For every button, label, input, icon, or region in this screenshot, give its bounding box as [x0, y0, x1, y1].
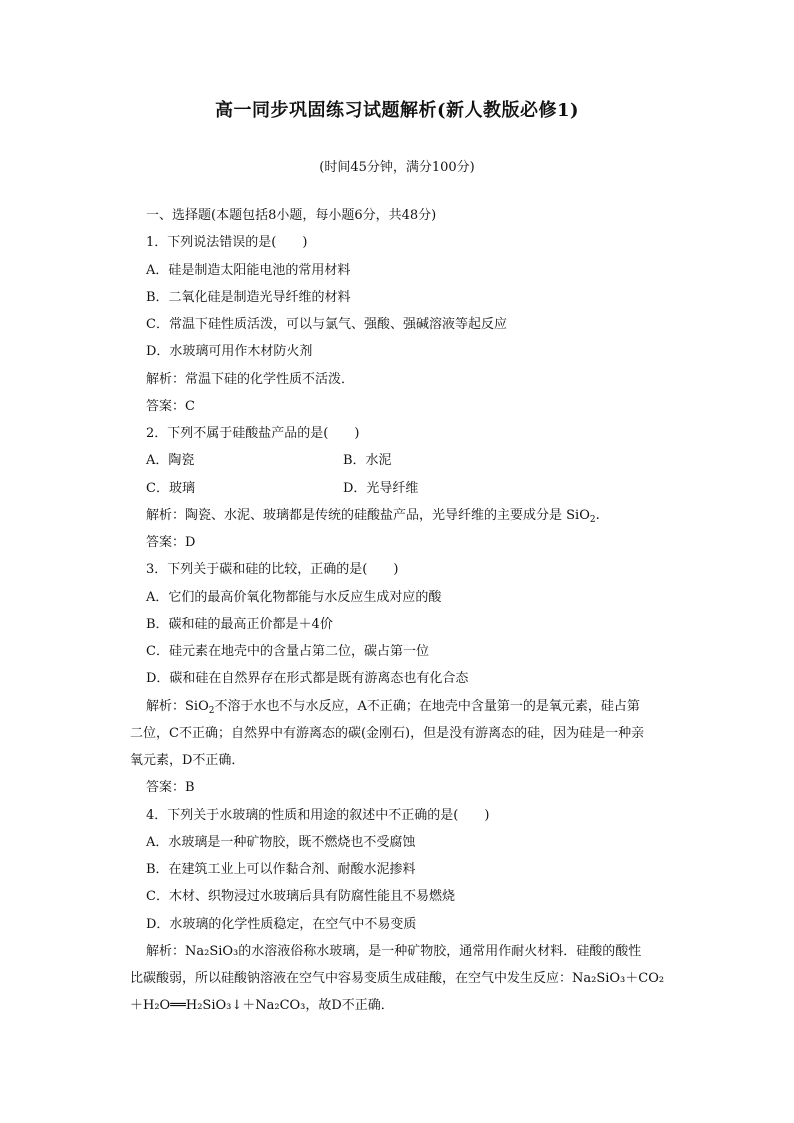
- q3-stem: 3．下列关于碳和硅的比较，正确的是( ): [146, 562, 399, 577]
- q3-option-a: A．它们的最高价氧化物都能与水反应生成对应的酸: [146, 590, 442, 605]
- q3-option-d: D．碳和硅在自然界存在形式都是既有游离态也有化合态: [146, 671, 469, 686]
- q2-stem: 2．下列不属于硅酸盐产品的是( ): [146, 426, 360, 441]
- q4-option-b: B．在建筑工业上可以作黏合剂、耐酸水泥掺料: [146, 862, 416, 877]
- q3-analysis-line1: [146, 698, 640, 716]
- q3-analysis-subscript: 2: [208, 706, 215, 716]
- q2-analysis-text: 解析：陶瓷、水泥、玻璃都是传统的硅酸盐产品，光导纤维的主要成分是 SiO: [146, 508, 590, 523]
- q4-analysis-line3: ＋H₂O══H₂SiO₃↓＋Na₂CO₃，故D不正确．: [130, 998, 394, 1013]
- q2-option-c: C．玻璃: [146, 481, 195, 496]
- q4-option-c: C．木材、织物浸过水玻璃后具有防腐性能且不易燃烧: [146, 889, 455, 904]
- q2-analysis: [146, 507, 600, 525]
- q2-answer: 答案：D: [146, 535, 196, 550]
- q1-option-c: C．常温下硅性质活泼，可以与氯气、强酸、强碱溶液等起反应: [146, 317, 507, 332]
- q4-option-a: A．水玻璃是一种矿物胶，既不燃烧也不受腐蚀: [146, 835, 416, 850]
- q1-answer: 答案：C: [146, 399, 195, 414]
- section-heading: 一、选择题(本题包括8小题，每小题6分，共48分): [146, 208, 437, 223]
- q2-option-a: A．陶瓷: [146, 453, 195, 468]
- q4-stem: 4．下列关于水玻璃的性质和用途的叙述中不正确的是( ): [146, 808, 490, 823]
- document-title: 高一同步巩固练习试题解析(新人教版必修1): [214, 100, 580, 121]
- q1-option-b: B．二氧化硅是制造光导纤维的材料: [146, 290, 351, 305]
- q2-option-d: D．光导纤维: [343, 481, 419, 496]
- q1-option-a: A．硅是制造太阳能电池的常用材料: [146, 263, 351, 278]
- q1-analysis: 解析：常温下硅的化学性质不活泼．: [146, 372, 355, 387]
- q3-analysis-rest: 不溶于水也不与水反应，A不正确；在地壳中含量第一的是氧元素，硅占第: [214, 699, 640, 714]
- time-score-note: (时间45分钟，满分100分): [319, 160, 475, 175]
- q4-analysis-line1: 解析：Na₂SiO₃的水溶液俗称水玻璃，是一种矿物胶，通常用作耐火材料．硅酸的酸性: [146, 944, 642, 959]
- q3-option-c: C．硅元素在地壳中的含量占第二位，碳占第一位: [146, 644, 429, 659]
- q3-option-b: B．碳和硅的最高正价都是＋4价: [146, 617, 333, 632]
- q2-analysis-end: .: [595, 508, 600, 523]
- q3-answer: 答案：B: [146, 780, 195, 795]
- q4-option-d: D．水玻璃的化学性质稳定，在空气中不易变质: [146, 917, 417, 932]
- q1-stem: 1．下列说法错误的是( ): [146, 235, 308, 250]
- q4-analysis-line2: 比碳酸弱，所以硅酸钠溶液在空气中容易变质生成硅酸，在空气中发生反应：Na₂SiO₃＋CO₂: [130, 971, 665, 986]
- q1-option-d: D．水玻璃可用作木材防火剂: [146, 344, 313, 359]
- q2-option-b: B．水泥: [343, 453, 392, 468]
- q3-analysis-line2: 二位，C不正确；自然界中有游离态的碳(金刚石)，但是没有游离态的硅，因为硅是一种亲: [130, 726, 645, 741]
- q2-analysis-subscript: 2: [589, 515, 596, 525]
- q3-analysis-text: 解析：SiO: [146, 699, 209, 714]
- q3-analysis-line3: 氧元素，D不正确．: [130, 753, 245, 768]
